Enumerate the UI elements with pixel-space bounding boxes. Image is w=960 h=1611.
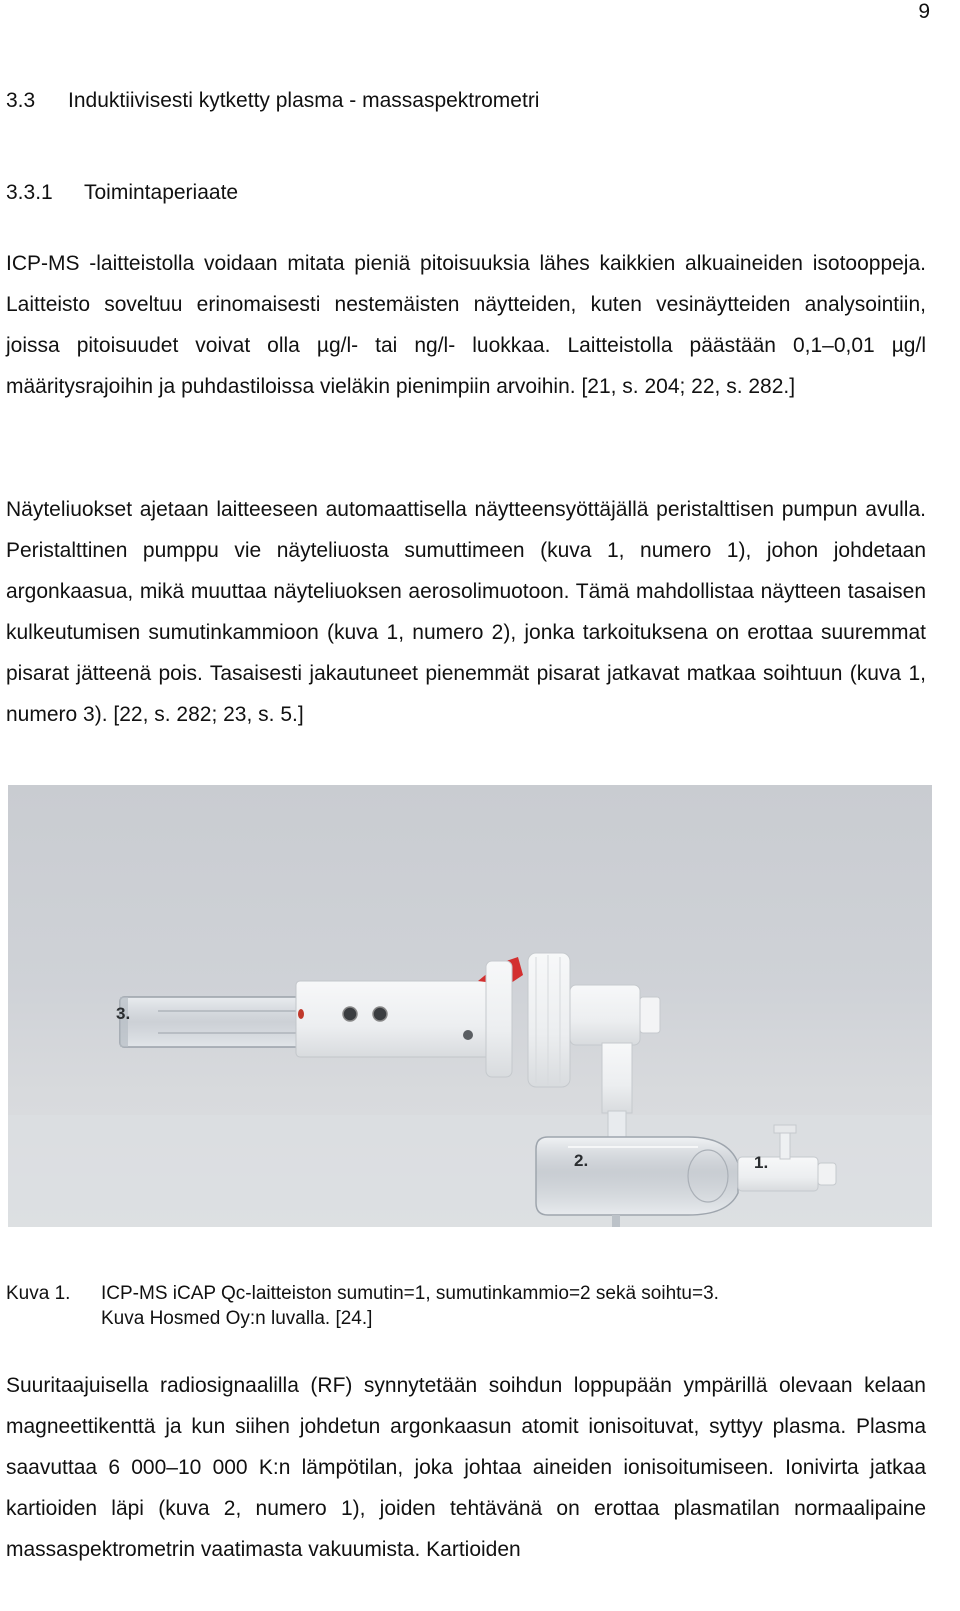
section-title: Induktiivisesti kytketty plasma - massaspektrometri bbox=[68, 89, 540, 112]
section-number: 3.3 bbox=[6, 89, 36, 112]
subsection-number: 3.3.1 bbox=[6, 181, 53, 204]
instrument-photo bbox=[8, 785, 932, 1227]
subsection-heading bbox=[6, 181, 238, 205]
caption-label: Kuva 1. bbox=[6, 1283, 71, 1304]
label-torch: 3. bbox=[116, 1004, 131, 1023]
paragraph-plasma: Suuritaajuisella radiosignaalilla (RF) synnytetään soihdun loppupään ympärillä olevaan kelaan magneettikenttä ja kun siihen johdetun argonkaasun atomit ionisoituvat, syttyy plasma. Plasma saavuttaa 6 000–10 000 K:n lämpötilan, joka johtaa aineiden ionisoitumiseen. Ionivirta jatkaa kartioiden läpi (kuva 2, numero 1), joiden tehtävänä on erottaa plasmatilan normaalipaine massaspektrometrin vaatimasta vakuumista. Kartioiden bbox=[6, 1374, 926, 1561]
page-number: 9 bbox=[918, 0, 930, 23]
paragraph-sample-introduction: Näyteliuokset ajetaan laitteeseen automaattisella näytteensyöttäjällä peristalttisen pumpun avulla. Peristalttinen pumppu vie näyteliuosta sumuttimeen (kuva 1, numero 1), johon johdetaan argonkaasua, mikä muuttaa näyteliuoksen aerosolimuotoon. Tämä mahdollistaa näytteen tasaisen kulkeutumisen sumutinkammioon (kuva 1, numero 2), jonka tarkoituksena on erottaa suuremmat pisarat jätteenä pois. Tasaisesti jakautuneet pienemmät pisarat jatkavat matkaa soihtuun (kuva 1, numero 3). [22, s. 282; 23, s. 5.] bbox=[6, 498, 926, 726]
caption-line-2: Kuva Hosmed Oy:n luvalla. [24.] bbox=[101, 1308, 373, 1329]
torch-collar bbox=[486, 953, 660, 1087]
caption-text bbox=[101, 1281, 921, 1331]
subsection-title: Toimintaperiaate bbox=[84, 181, 239, 204]
paragraph-intro: ICP-MS -laitteistolla voidaan mitata pieniä pitoisuuksia lähes kaikkien alkuaineiden isotooppeja. Laitteisto soveltuu erinomaisesti nestemäisten näytteiden, kuten vesinäytteiden analysointiin, joissa pitoisuudet voivat olla µg/l- tai ng/l- luokkaa. Laitteistolla päästään 0,1–0,01 µg/l määritysrajoihin ja puhdastiloissa vieläkin pienimpiin arvoihin. [21, s. 204; 22, s. 282.] bbox=[6, 252, 926, 398]
section-heading bbox=[6, 89, 539, 113]
caption-line-1: ICP-MS iCAP Qc-laitteiston sumutin=1, sumutinkammio=2 sekä soihtu=3. bbox=[101, 1283, 719, 1304]
label-spray-chamber: 2. bbox=[574, 1151, 589, 1170]
label-nebulizer: 1. bbox=[754, 1153, 769, 1172]
torch bbox=[120, 997, 310, 1047]
instrument-photo-drawing bbox=[8, 785, 932, 1227]
spray-chamber bbox=[536, 1137, 738, 1227]
